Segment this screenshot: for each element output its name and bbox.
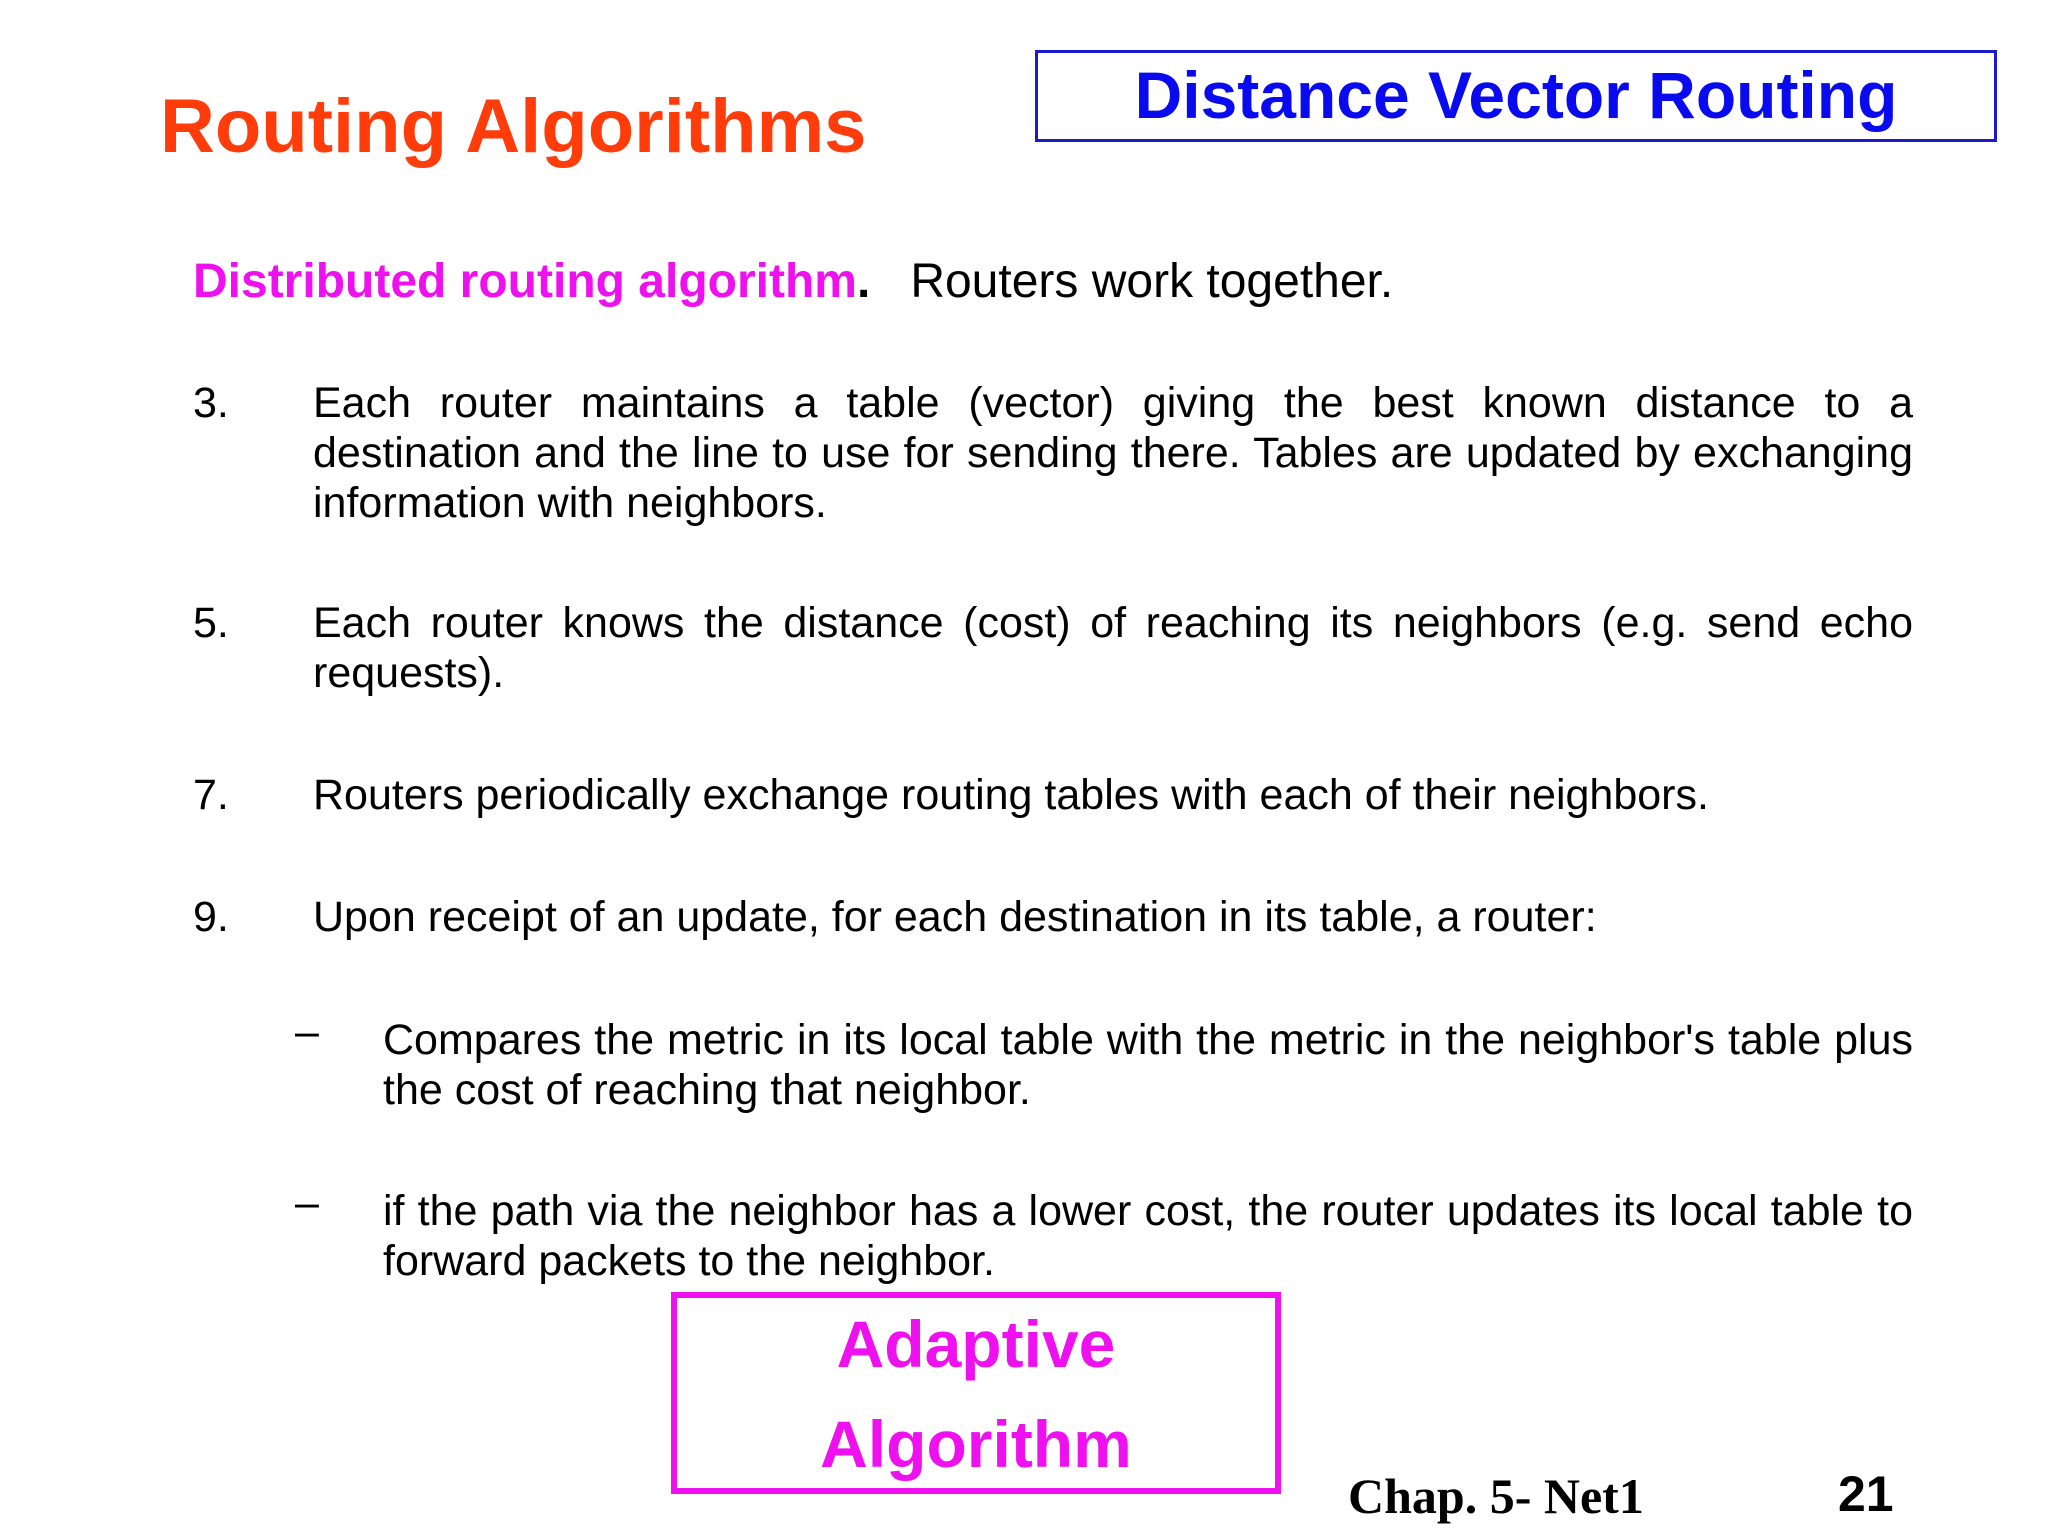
callout-line-1: Adaptive <box>836 1307 1116 1381</box>
topic-label: Distance Vector Routing <box>1134 58 1898 132</box>
intro-lead: Distributed routing algorithm <box>193 255 857 308</box>
topic-box <box>1035 50 1997 142</box>
list-number: 9. <box>193 893 229 941</box>
sub-item-update <box>295 1179 1913 1286</box>
list-number: 5. <box>193 599 229 647</box>
footer-chapter: Chap. 5- Net1 <box>1348 1468 1644 1524</box>
adaptive-algorithm-callout <box>671 1292 1281 1494</box>
intro-lead-punct: . <box>856 255 871 308</box>
dash-bullet: – <box>295 1008 319 1056</box>
page-number: 21 <box>1838 1466 1894 1522</box>
dash-bullet: – <box>295 1179 319 1227</box>
sub-text: Compares the metric in its local table with the metric in the neighbor's table plus the cost of reaching that neighbor. <box>383 1016 1913 1114</box>
list-number: 7. <box>193 771 229 819</box>
list-text: Upon receipt of an update, for each destination in its table, a router: <box>313 893 1597 941</box>
list-item-3 <box>193 378 1913 528</box>
slide-title: Routing Algorithms <box>160 84 867 169</box>
callout-line-2: Algorithm <box>820 1407 1132 1481</box>
intro-rest: Routers work together. <box>910 255 1394 308</box>
list-text: Each router maintains a table (vector) giving the best known distance to a destination and the line to use for sending there. Tables are updated by exchanging information with neighbors. <box>313 379 1913 527</box>
sub-item-compare <box>295 1008 1913 1115</box>
list-item-5 <box>193 598 1913 698</box>
list-item-9 <box>193 892 1913 942</box>
list-number: 3. <box>193 379 229 427</box>
list-text: Each router knows the distance (cost) of reaching its neighbors (e.g. send echo requests). <box>313 599 1913 697</box>
list-item-7 <box>193 770 1913 820</box>
intro-line <box>193 252 1393 312</box>
sub-text: if the path via the neighbor has a lower cost, the router updates its local table to forward packets to the neighbor. <box>383 1187 1913 1285</box>
list-text: Routers periodically exchange routing tables with each of their neighbors. <box>313 771 1709 819</box>
